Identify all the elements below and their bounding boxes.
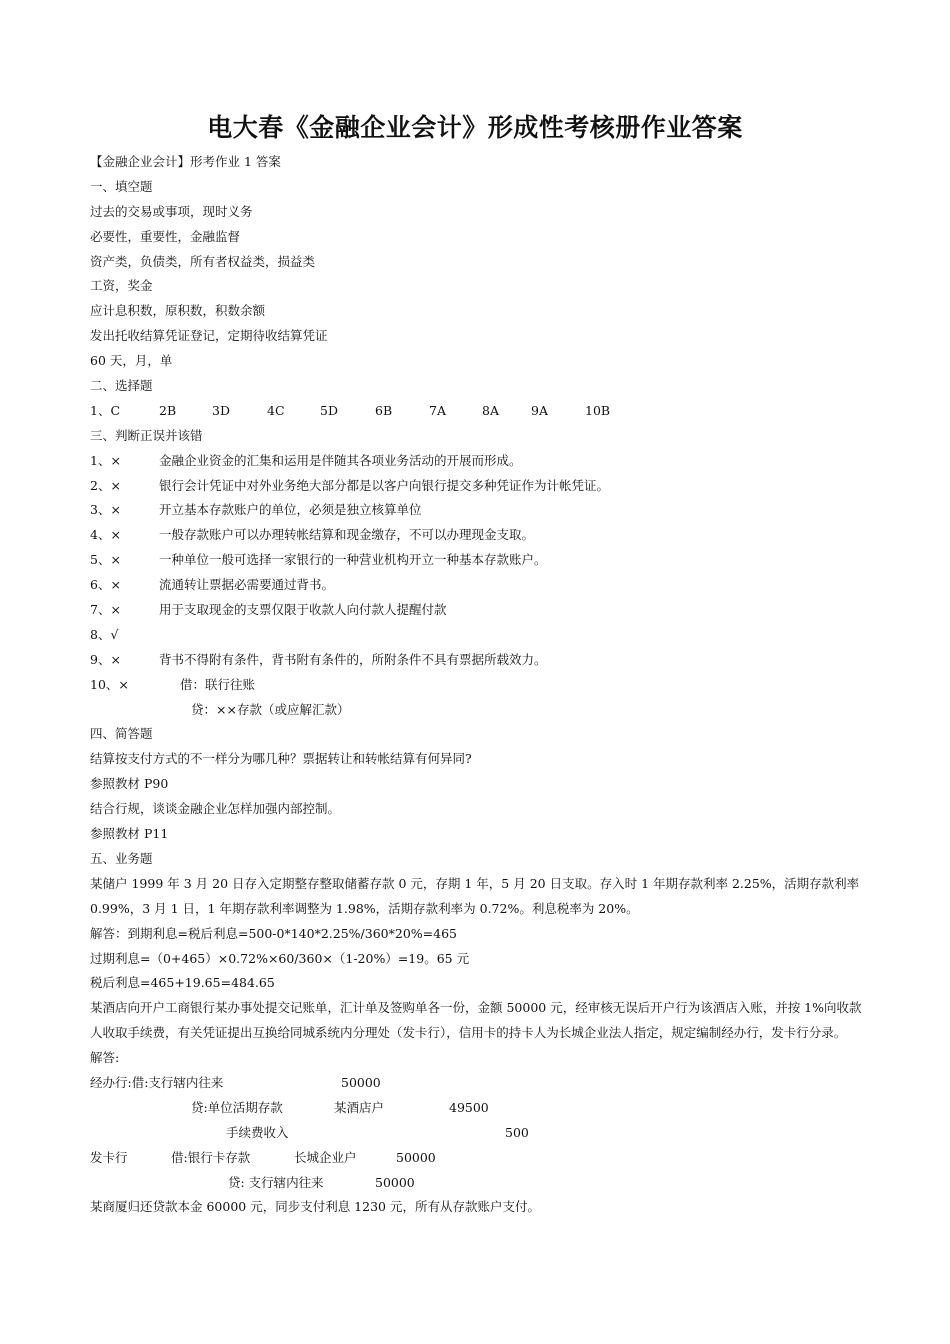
answer-line: 应计息积数，原积数，积数余额 [90,303,266,319]
entry-account: 手续费收入 [226,1124,289,1140]
item-correction: 流通转让票据必需要通过背书。 [159,577,335,593]
journal-entry-row [90,1071,870,1096]
item-number: 7、× [90,602,121,618]
section-heading-fill-in: 一、填空题 [90,178,153,194]
short-answer-line: 结算按支付方式的不一样分为哪几种？票据转让和转帐结算有何异同? [90,751,472,767]
entry-account: 借:银行卡存款 [171,1149,251,1165]
item-correction: 一种单位一般可选择一家银行的一种营业机构开立一种基本存款账户。 [159,552,547,568]
item-number: 1、× [90,452,121,468]
entry-amount: 49500 [449,1099,489,1115]
item-correction: 一般存款账户可以办理转帐结算和现金缴存，不可以办理现金支取。 [159,527,535,543]
section-heading-true-false: 三、判断正误并该错 [90,427,203,443]
judgment-item [90,523,870,548]
business-answer-line: 税后利息=465+19.65=484.65 [90,975,275,991]
business-question-2: 某酒店向开户工商银行某办事处提交记账单，汇计单及签购单各一份，金额 50000 元，经审核无误后开户行为该酒店入账，并按 1%向收款人收取手续费，有关凭证提出互换给同城系统内分理处（发卡行），信用卡的持卡人为长城企业法人指定，规定编制经办行，发卡行分录。 [90,1000,862,1041]
answer-line: 工资，奖金 [90,278,153,294]
journal-entry-row [90,1146,870,1171]
business-answer-line: 解答：到期利息=税后利息=500-0*140*2.25%/360*20%=465 [90,925,457,941]
section-heading-choice: 二、选择题 [90,378,153,394]
item-number: 8、√ [90,626,119,642]
item-correction: 用于支取现金的支票仅限于收款人向付款人提醒付款 [159,602,447,618]
choice-answer: 9A [531,402,548,418]
item-number: 5、× [90,552,121,568]
item-number: 3、× [90,502,121,518]
choice-answers-row [90,399,870,424]
judgment-item [90,648,870,673]
judgment-item [90,598,870,623]
answer-line: 必要性，重要性，金融监督 [90,228,241,244]
choice-answer: 2B [159,402,177,418]
judgment-item [90,498,870,523]
entry-amount: 500 [505,1124,529,1140]
answer-line: 发出托收结算凭证登记，定期待收结算凭证 [90,328,328,344]
choice-answer: 10B [585,402,611,418]
entry-subaccount: 某酒店户 [334,1099,385,1115]
section-heading-business: 五、业务题 [90,850,153,866]
short-answer-line: 参照教材 P11 [90,826,169,842]
assignment-subtitle: 【金融企业会计】形考作业 1 答案 [90,154,281,169]
entry-account: 贷:单位活期存款 [191,1099,283,1115]
business-question-3: 某商厦归还贷款本金 60000 元，同步支付利息 1230 元，所有从存款账户支付。 [90,1199,540,1215]
document-body [90,150,870,1220]
entry-amount: 50000 [396,1149,436,1165]
judgment-credit-line [90,698,870,723]
choice-answer: 4C [267,402,285,418]
judgment-item [90,673,870,698]
short-answer-line: 结合行规，谈谈金融企业怎样加强内部控制。 [90,801,341,817]
judgment-item [90,548,870,573]
business-answer-label: 解答: [90,1050,120,1066]
item-number: 6、× [90,577,121,593]
judgment-item [90,623,870,648]
item-correction: 开立基本存款账户的单位，必须是独立核算单位 [159,502,422,518]
document-title: 电大春《金融企业会计》形成性考核册作业答案 [207,113,743,142]
entry-account: 经办行:借:支行辖内往来 [90,1075,224,1091]
item-number: 9、× [90,651,121,667]
item-number: 4、× [90,527,121,543]
item-correction: 背书不得附有条件，背书附有条件的，所附条件不具有票据所载效力。 [159,651,547,667]
item-correction: 金融企业资金的汇集和运用是伴随其各项业务活动的开展而形成。 [159,452,522,468]
judgment-item [90,474,870,499]
item-correction: 借：联行往账 [180,676,256,692]
entry-amount: 50000 [341,1075,381,1091]
choice-answer: 1、C [90,402,121,418]
entry-branch: 发卡行 [90,1149,128,1165]
business-question-1: 某储户 1999 年 3 月 20 日存入定期整存整取储蓄存款 0 元，存期 1 年，5 月 20 日支取。存入时 1 年期存款利率 2.25%，活期存款利率 0.99%，3 月 1 日，1 年期存款利率调整为 1.98%，活期存款利率为 0.72%。利息税率为 20%。 [90,875,860,916]
choice-answer: 7A [429,402,446,418]
answer-line: 60 天，月，单 [90,353,173,369]
entry-subaccount: 长城企业户 [294,1149,357,1165]
item-number: 10、× [90,676,129,692]
credit-entry: 贷：××存款（或应解汇款） [191,701,350,717]
business-answer-line: 过期利息=（0+465）×0.72%×60/360×（1-20%）=19。65 元 [90,950,470,966]
item-number: 2、× [90,477,121,493]
journal-entry-row [90,1171,870,1196]
choice-answer: 8A [482,402,499,418]
choice-answer: 6B [375,402,393,418]
entry-amount: 50000 [375,1174,415,1190]
answer-line: 资产类，负债类，所有者权益类，损益类 [90,253,316,269]
journal-entry-row [90,1096,870,1121]
judgment-item [90,573,870,598]
section-heading-short-answer: 四、简答题 [90,726,153,742]
journal-entry-row [90,1121,870,1146]
short-answer-line: 参照教材 P90 [90,776,169,792]
item-correction: 银行会计凭证中对外业务绝大部分都是以客户向银行提交多种凭证作为计帐凭证。 [159,477,610,493]
choice-answer: 3D [212,402,230,418]
choice-answer: 5D [320,402,338,418]
judgment-item [90,449,870,474]
entry-account: 贷: 支行辖内往来 [228,1174,324,1190]
answer-line: 过去的交易或事项，现时义务 [90,203,253,219]
